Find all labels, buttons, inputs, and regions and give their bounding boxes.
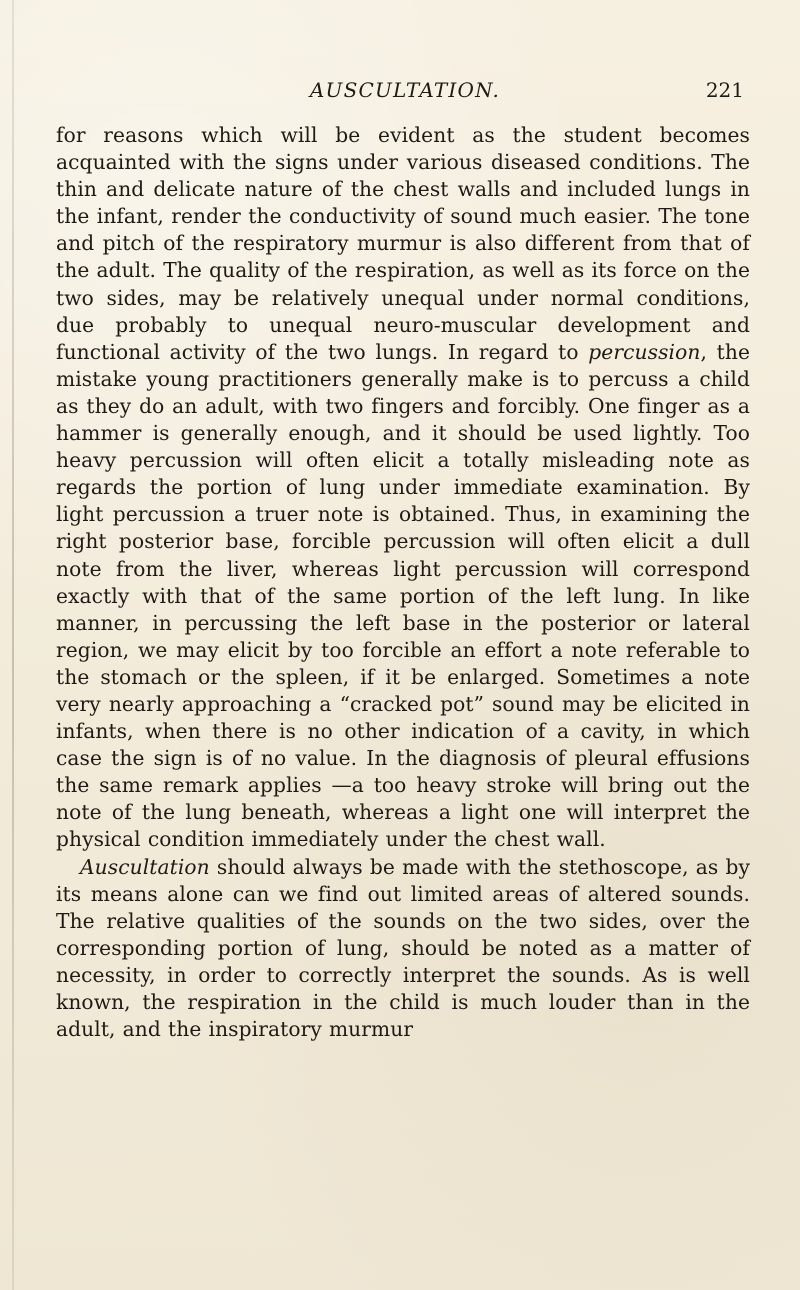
paragraph-auscultation-rest: should always be made with the stethoscope, as by its means alone can we find out limited areas of altered sounds. The relative qualities of the sounds on the two sides, over the corresponding portion of lung, should be noted as a matter of necessity, in order to correctly interpret the sounds. As is well known, the respiration in the child is much louder than in the adult, and the inspiratory murmur bbox=[56, 854, 750, 1042]
paragraph-percussion bbox=[56, 122, 750, 854]
paragraph-auscultation bbox=[56, 854, 750, 1044]
body-text bbox=[56, 122, 750, 1043]
percussion-emphasis: percussion bbox=[588, 339, 701, 364]
auscultation-emphasis: Auscultation bbox=[80, 854, 210, 879]
running-head bbox=[0, 78, 800, 104]
page-title: AUSCULTATION. bbox=[309, 78, 501, 102]
paragraph-percussion-end: , the mistake young practitioners generally make is to percuss a child as they do an adult, with two fingers and forcibly. One finger as a hammer is generally enough, and it should be used lightly. Too heavy percussion will often elicit a totally misleading note as regards the portion of lung under immediate examination. By light percussion a truer note is obtained. Thus, in examining the right posterior base, forcible percussion will often elicit a dull note from the liver, whereas light percussion will correspond exactly with that of the same portion of the left lung. In like manner, in percussing the left base in the posterior or lateral region, we may elicit by too forcible an effort a note referable to the stomach or the spleen, if it be enlarged. Sometimes a note very nearly approaching a “cracked pot” sound may be elicited in infants, when there is no other indication of a cavity, in which case the sign is of no value. In the diagnosis of pleural effusions the same remark applies —a too heavy stroke will bring out the note of the lung beneath, whereas a light one will interpret the physical condition immediately under the chest wall. bbox=[56, 339, 750, 852]
paragraph-percussion-start: for reasons which will be evident as the student becomes acquainted with the signs under various diseased conditions. The thin and delicate nature of the chest walls and included lungs in the infant, render the conductivity of sound much easier. The tone and pitch of the respiratory murmur is also different from that of the adult. The quality of the respiration, as well as its force on the two sides, may be relatively unequal under normal conditions, due probably to unequal neuro-muscular development and functional activity of the two lungs. In regard to bbox=[56, 123, 750, 364]
page-number: 221 bbox=[705, 78, 744, 102]
